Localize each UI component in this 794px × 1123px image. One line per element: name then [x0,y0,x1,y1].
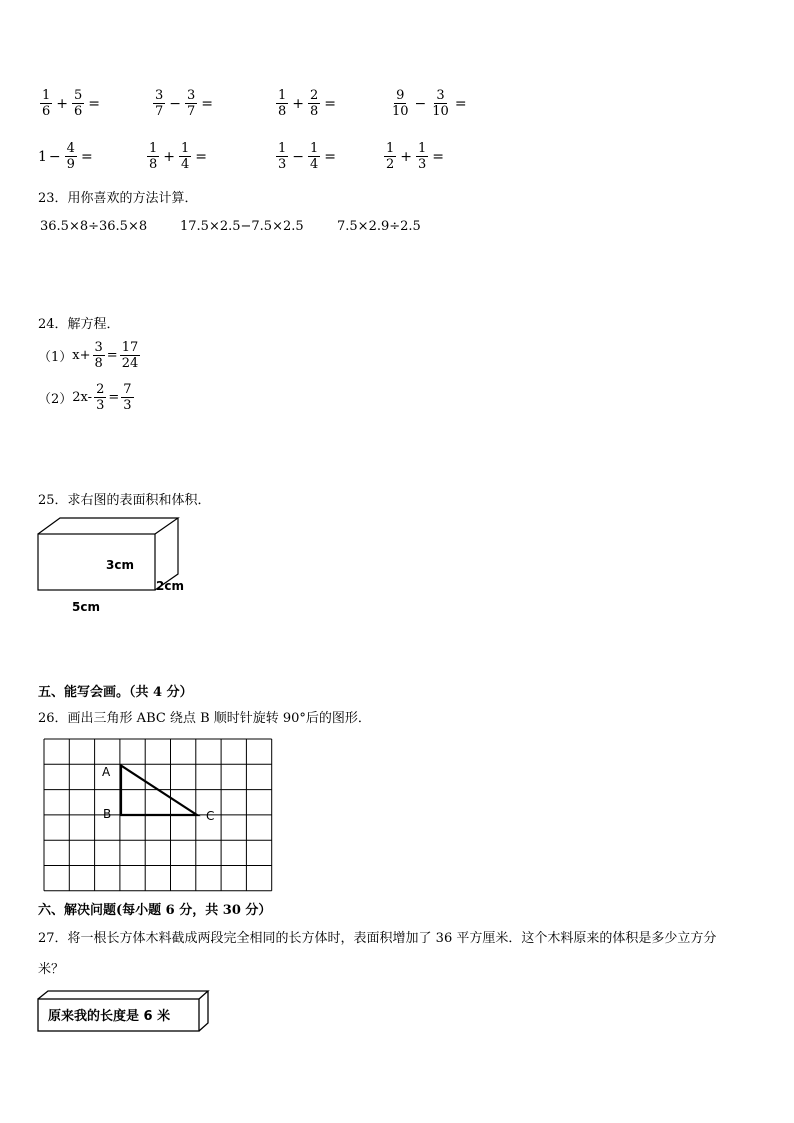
q26-title: 26．画出三角形 ABC 绕点 B 顺时针旋转 90°后的图形． [38,711,371,726]
q24-equation-1: （1） x+ $\frac{3}{8}$ = $\frac{17}{24}$ [38,340,139,371]
fraction-problem-1: $\frac{1}{6}$ + $\frac{5}{6}$ = [42,88,101,119]
q23-expression-1: 36.5×8÷36.5×8 [40,219,148,234]
cuboid-front-face [38,534,155,590]
wood-block-diagram [34,987,214,1037]
fraction-problem-5: 1 − $\frac{4}{9}$ = [38,141,93,172]
cuboid-top-face [38,518,178,534]
cuboid-diagram [30,512,200,617]
q27-line-2: 米？ [38,962,65,977]
point-c-label: C [206,809,215,823]
fraction-problem-6: $\frac{1}{8}$ + $\frac{1}{4}$ = [149,141,208,172]
triangle-abc [121,766,197,816]
fraction-problem-4: $\frac{9}{10}$ − $\frac{3}{10}$ = [392,88,467,119]
fraction-problem-8: $\frac{1}{2}$ + $\frac{1}{3}$ = [386,141,445,172]
fraction-problem-3: $\frac{1}{8}$ + $\frac{2}{8}$ = [278,88,337,119]
q24-title: 24．解方程． [38,317,120,332]
block-top-face [38,991,208,999]
fraction-problem-2: $\frac{3}{7}$ − $\frac{3}{7}$ = [155,88,214,119]
q25-title: 25．求右图的表面积和体积． [38,493,211,508]
q23-expression-2: 17.5×2.5−7.5×2.5 [180,219,304,234]
fraction: $\frac{1}{6}$ [42,88,51,119]
q27-line-1: 27．将一根长方体木料截成两段完全相同的长方体时，表面积增加了 36 平方厘米．这个木料原来的体积是多少立方分 [38,931,717,946]
q23-expression-3: 7.5×2.9÷2.5 [337,219,421,234]
section5-title: 五、能写会画。（共 4 分） [38,685,193,700]
point-a-label: A [102,765,111,779]
length-label: 5cm [72,600,100,614]
point-b-label: B [103,807,112,821]
q23-title: 23．用你喜欢的方法计算． [38,191,198,206]
height-label: 3cm [106,558,134,572]
grid-diagram [40,736,276,895]
q24-equation-2: （2） 2x- $\frac{2}{3}$ = $\frac{7}{3}$ [38,382,132,413]
block-label: 原来我的长度是 6 米 [48,1009,171,1024]
fraction-problem-7: $\frac{1}{3}$ − $\frac{1}{4}$ = [278,141,337,172]
fraction: $\frac{5}{6}$ [74,88,83,119]
depth-label: 2cm [156,579,184,593]
section6-title: 六、解决问题(每小题 6 分，共 30 分） [38,903,272,918]
